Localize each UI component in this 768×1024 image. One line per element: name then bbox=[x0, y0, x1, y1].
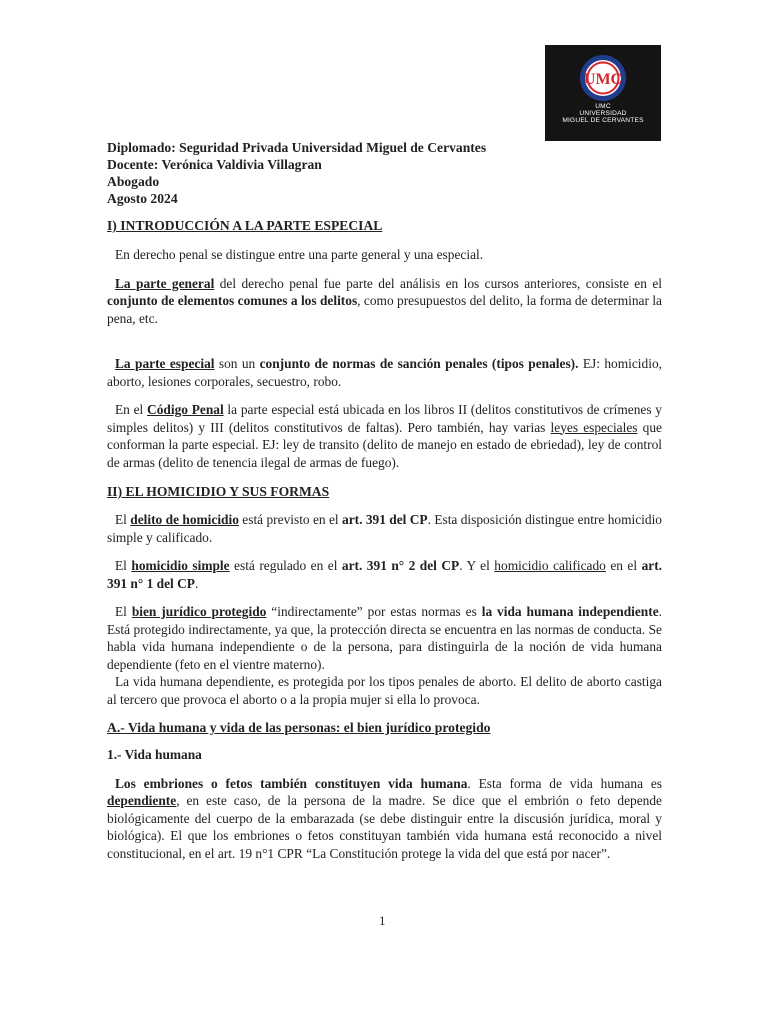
page-number: 1 bbox=[379, 913, 386, 928]
term-parte-especial: La parte especial bbox=[115, 356, 215, 371]
logo-mark: UMC bbox=[583, 71, 623, 88]
emphasis-normas-sancion: conjunto de normas de sanción penales (tipos penales). bbox=[259, 356, 579, 371]
logo-text-line2: UNIVERSIDAD bbox=[579, 110, 627, 118]
section-2-paragraph-3-continued: La vida humana dependiente, es protegida por los tipos penales de aborto. El delito de aborto castiga al tercero que provoca el aborto o a la propia mujer si ella lo provoca. bbox=[107, 674, 662, 707]
umc-emblem-icon bbox=[578, 53, 628, 103]
diplomado-line: Diplomado: Seguridad Privada Universidad Miguel de Cervantes bbox=[107, 140, 487, 155]
term-leyes-especiales: leyes especiales bbox=[550, 419, 638, 435]
section-1-paragraph-1: En derecho penal se distingue entre una parte general y una especial. bbox=[115, 247, 484, 262]
section-2-paragraph-1: El delito de homicidio está previsto en el art. 391 del CP. Esta disposición distingue entre homicidio simple y calificado. bbox=[107, 512, 662, 545]
term-parte-general: La parte general bbox=[115, 275, 215, 291]
logo-text-line1: UMC bbox=[595, 103, 611, 110]
ref-art-391: art. 391 del CP bbox=[342, 512, 428, 527]
logo-text-line3: MIGUEL DE CERVANTES bbox=[562, 117, 644, 125]
document-header bbox=[107, 139, 662, 207]
section-2-paragraph-3: El bien jurídico protegido “indirectamente” por estas normas es la vida humana independiente. Está protegido indirectamente, ya que, la protección directa se encuentra en las normas de conducta. Se habla vida humana independiente o de la persona, para distinguirla de la noción de vida humana dependiente (feto en el vientre materno). bbox=[107, 604, 663, 672]
term-bien-juridico: bien jurídico protegido bbox=[131, 604, 267, 619]
section-a-title: A.- Vida humana y vida de las personas: el bien jurídico protegido bbox=[107, 720, 491, 735]
section-a-paragraph-1: Los embriones o fetos también constituyen vida humana. Esta forma de vida humana es dependiente, en este caso, de la persona de la madre. Se dice que el embrión o feto depende biológicamente del cuerpo de la embarazada (se debe distinguir entre la discusión jurídica, moral y biológica). El que los embriones o fetos constituyan también vida humana está reconocido a nivel constitucional, en el art. 19 n°1 CPR “La Constitución protege la vida del que está por nacer”. bbox=[107, 775, 662, 861]
emphasis-elementos-comunes: conjunto de elementos comunes a los delitos bbox=[107, 293, 358, 308]
section-1-title: I) INTRODUCCIÓN A LA PARTE ESPECIAL bbox=[107, 218, 383, 233]
term-delito-homicidio: delito de homicidio bbox=[130, 512, 239, 527]
section-a-subtitle: 1.- Vida humana bbox=[107, 747, 202, 762]
profesion-line: Abogado bbox=[107, 174, 160, 189]
term-dependiente: dependiente bbox=[107, 793, 177, 808]
term-homicidio-calificado: homicidio calificado bbox=[494, 558, 606, 573]
university-logo bbox=[545, 45, 661, 141]
document-body bbox=[107, 139, 662, 862]
ref-art-391-n2: art. 391 n° 2 del CP bbox=[341, 558, 460, 573]
docente-line: Docente: Verónica Valdivia Villagran bbox=[107, 157, 322, 172]
fecha-line: Agosto 2024 bbox=[107, 191, 178, 206]
section-2-paragraph-2: El homicidio simple está regulado en el art. 391 n° 2 del CP. Y el homicidio calificado en el art. 391 n° 1 del CP. bbox=[107, 558, 663, 591]
term-homicidio-simple: homicidio simple bbox=[131, 558, 230, 573]
section-1-paragraph-4: En el Código Penal la parte especial está ubicada en los libros II (delitos constitutivos de crímenes y simples delitos) y III (delitos constitutivos de faltas). Pero también, hay varias leyes especiales que conforman la parte especial. EJ: ley de transito (delito de manejo en estado de ebriedad), ley de control de armas (delito de tenencia ilegal de armas de fuego). bbox=[107, 402, 662, 470]
emphasis-vida-independiente: la vida humana independiente bbox=[481, 604, 659, 619]
emphasis-embriones: Los embriones o fetos también constituyen vida humana bbox=[115, 775, 468, 791]
ref-art-391-n1: art. 391 n° 1 del CP bbox=[107, 558, 663, 591]
term-codigo-penal: Código Penal bbox=[147, 402, 224, 417]
section-1-paragraph-2: La parte general del derecho penal fue parte del análisis en los cursos anteriores, consiste en el conjunto de elementos comunes a los delitos, como presupuestos del delito, la forma de determinar la pena, etc. bbox=[107, 275, 662, 326]
section-2-title: II) EL HOMICIDIO Y SUS FORMAS bbox=[107, 484, 330, 499]
section-1-paragraph-3: La parte especial son un conjunto de normas de sanción penales (tipos penales). EJ: homicidio, aborto, lesiones corporales, secuestro, robo. bbox=[107, 356, 662, 389]
